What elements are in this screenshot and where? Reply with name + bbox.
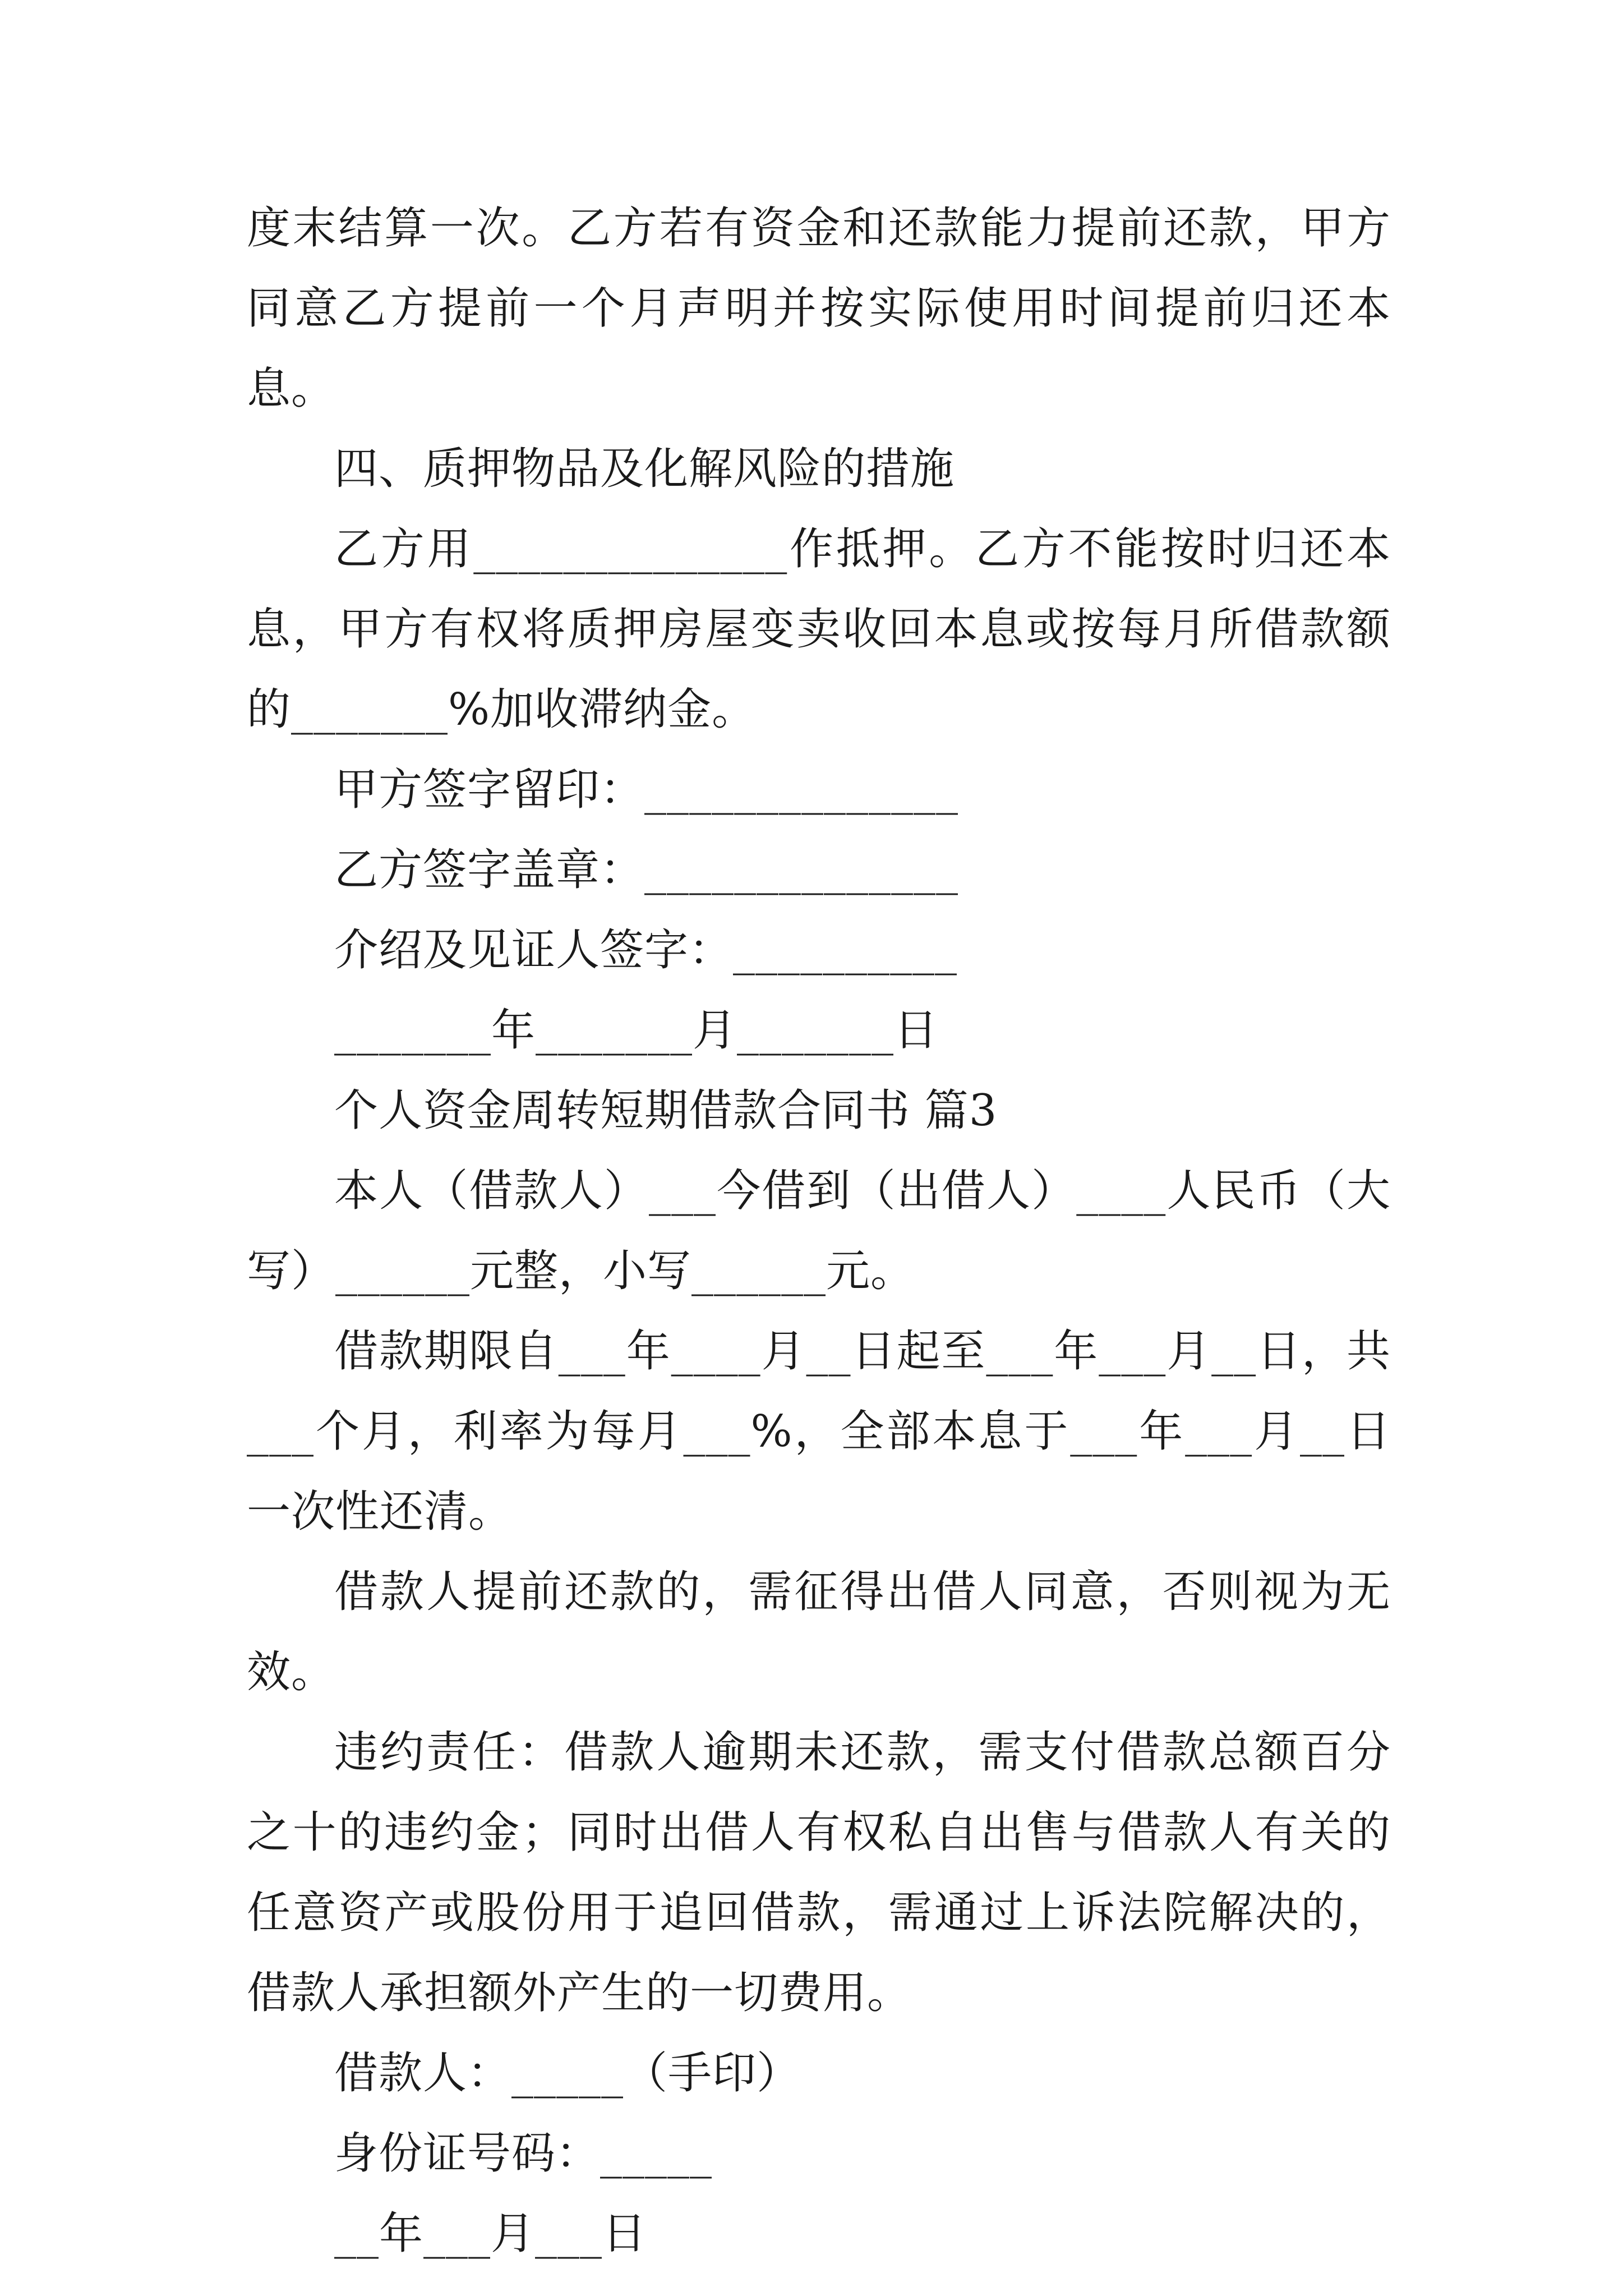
signature-line-party-b: 乙方签字盖章：______________: [334, 845, 959, 895]
paragraph-collateral-terms: 乙方用______________作抵押。乙方不能按时归还本息，甲方有权将质押房屋变卖收回本息或按每月所借款额的_______%加收滞纳金。: [247, 524, 1391, 735]
date-line-contract-3: __年___月___日: [334, 2208, 647, 2259]
section-heading-collateral: 四、质押物品及化解风险的措施: [334, 444, 955, 494]
paragraph-default-liability: 违约责任：借款人逾期未还款，需支付借款总额百分之十的违约金；同时出借人有权私自出售与借款人有关的任意资产或股份用于追回借款，需通过上诉法院解决的，借款人承担额外产生的一切费用。: [247, 1727, 1391, 2018]
document-body: [247, 188, 1391, 2274]
contract-title-part-3: 个人资金周转短期借款合同书 篇3: [334, 1085, 998, 1136]
signature-line-witness: 介绍及见证人签字：__________: [334, 925, 958, 976]
date-line-contract-2: _______年_______月_______日: [334, 1005, 939, 1056]
signature-line-borrower: 借款人：_____（手印）: [334, 2048, 801, 2099]
id-number-line: 身份证号码：_____: [334, 2128, 713, 2179]
signature-line-party-a: 甲方签字留印：______________: [334, 765, 959, 815]
paragraph-early-repayment: 借款人提前还款的，需征得出借人同意，否则视为无效。: [247, 1567, 1391, 1697]
paragraph-settlement-terms: 度末结算一次。乙方若有资金和还款能力提前还款，甲方同意乙方提前一个月声明并按实际使用时间提前归还本息。: [247, 203, 1391, 414]
paragraph-loan-amount: 本人（借款人）___今借到（出借人）____人民币（大写）______元整，小写______元。: [247, 1166, 1391, 1296]
paragraph-loan-term: 借款期限自___年____月__日起至___年___月__日，共___个月，利率为每月___%，全部本息于___年___月__日一次性还清。: [247, 1326, 1391, 1537]
